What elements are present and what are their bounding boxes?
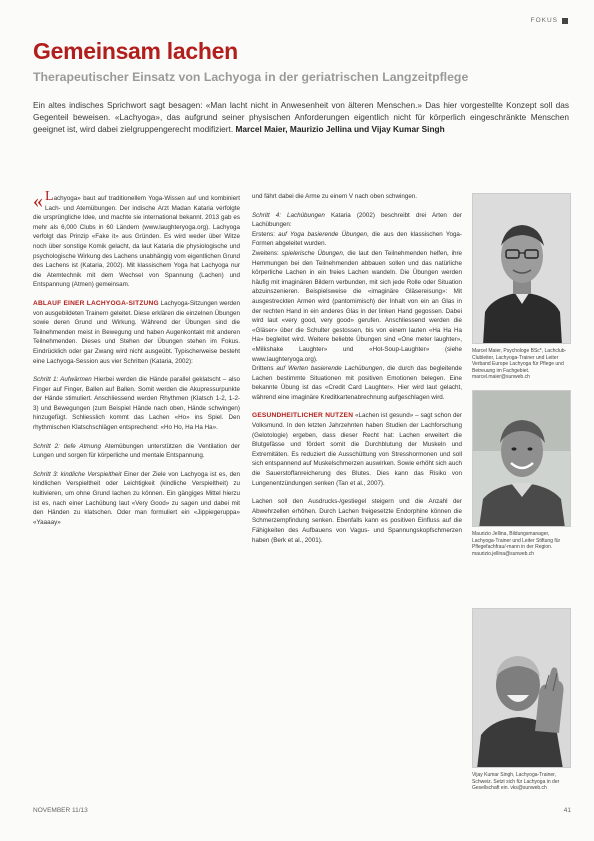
intro-paragraph [33, 189, 240, 290]
footer-issue: NOVEMBER 11/13 [33, 807, 88, 814]
step4-text: Kataria (2002) beschreibt drei Arten der Lachübungen: [252, 211, 462, 229]
square-icon [562, 18, 568, 24]
author-photo-singh [472, 608, 571, 768]
lead-text: Ein altes indisches Sprichwort sagt besagen: «Man lacht nicht in Anwesenheit von älteren Menschen.» Das hier vorgestellte Konzept soll das Gegenteil beweisen. «Lachyoga», das aufgrund seiner physischen Anforderungen eigentlich nicht für körperlich eingeschränkte Menschen geeignet ist, wird dabei zielgruppengerecht modifiziert. [33, 100, 569, 135]
step3-label: Schritt 3: kindliche Verspieltheit [33, 470, 122, 478]
list3-lead: Drittens [252, 365, 274, 373]
author-box-3 [472, 608, 572, 792]
section-heading-nutzen: GESUNDHEITLICHER NUTZEN [252, 412, 354, 420]
continuation-paragraph [252, 192, 462, 202]
author-photo-maier [472, 193, 571, 344]
section-paragraph-ablauf [33, 299, 240, 366]
list1-text: , die aus den klassischen Yoga-Formen abgeleitet wurden. [252, 230, 462, 248]
step3-text: Einer der Ziele von Lachyoga ist es, den kindlichen Verspieltheit oder Leichtigkeit (kindliche Verspieltheit) zu kultivieren, um ohne Grund lachen zu können. Ein gängiges Mittel hierzu ist es, nach einer Lachübung laut «Very Good» zu sagen und dabei mit den Händen zu klatschen. Oder man formuliert ein «Jippiegeruppa» «Yaaaay» [33, 470, 240, 526]
step1-paragraph [33, 375, 240, 433]
author-caption-jellina: Maurizio Jellina, Bildungsmanager, Lachyoga-Trainer und Leiter Stiftung für Pflegefachfrau/-mann in der Region. maurizio.jellina@sunweb.ch [472, 531, 561, 557]
list1-lead: Erstens: [252, 230, 275, 238]
step2-paragraph [33, 442, 240, 461]
step2-text: Atemübungen unterstützen die Ventilation der Lungen und sorgen für körperliche und mentale Entspannung. [33, 442, 240, 460]
intro-text: achyoga» baut auf traditionellem Yoga-Wissen auf und kombiniert Lach- und Atemübungen. Der indische Arzt Madan Kataria verfolgte die ursprüngliche Idee, und machte sie international bekannt. 2013 gab es mehr als 6,000 Clubs in 60 Ländern (www.laughteryoga.org). Lachyoga verfolgt das Prinzip «Fake it» aus Gründen. Es wird weder über Witze noch über sonstige Komik gelacht, da laut Kataria die physiologische und psychologische Wirkung des Lachens unabhängig vom eigentlichen Grund des Lachens ist (Kataria, 2002). Mit klassischem Yoga hat Lachyoga nur die Atemtechnik mit dem Wechsel von Spannung (Lachen) und Entspannung (Atmen) gemeinsam. [33, 195, 240, 289]
article-lead [33, 99, 569, 135]
text-column-2 [252, 192, 462, 554]
text-column-1 [33, 189, 240, 536]
step4-label: Schritt 4: Lachübungen [252, 211, 325, 219]
quote-mark-icon: « [33, 190, 43, 212]
step2-label: Schritt 2: tiefe Atmung [33, 442, 101, 450]
continuation-text: und fährt dabei die Arme zu einem V nach oben schwingen. [252, 193, 418, 200]
drop-letter: L [45, 189, 54, 204]
author-box-1 [472, 193, 572, 381]
ablauf-text: Lachyoga-Sitzungen werden von ausgebildeten Trainern geleitet. Diese erklären die einzelnen Übungen sowie deren Grund und Wirkung. Während der Übungen sind die Teilnehmenden meist in Bewegung und haben Augenkontakt mit anderen Teilnehmenden. Dieses und Stehen der Übungen stehen im Fokus. Eindrücklich oder gar Zwang wird nicht ausgeübt. Typischerweise besteht eine Lachyoga-Session aus vier Schritten (Kataria, 2002): [33, 299, 240, 365]
author-photo-jellina [472, 390, 571, 527]
section-label: FOKUS [530, 17, 558, 24]
page-number: 41 [563, 807, 571, 814]
author-caption-singh: Vijay Kumar Singh, Lachyoga-Trainer, Schweiz. Setzt sich für Lachyoga in der Gesellschaft ein. vks@sunweb.ch [472, 772, 560, 792]
step4-paragraph [252, 211, 462, 403]
health-text: «Lachen ist gesund» – sagt schon der Volksmund. In den letzten Jahrzehnten haben Studien der Lachforschung (Gelotologie) ergeben, dass dieser Recht hat: Lachen erweitert die Blutgefässe und fördert somit die Durchblutung der Muskeln und Extremitäten. Es reduziert die Ausschüttung von Stresshormonen und soll sich entspannend auf Muskelschmerzen auswirken. Sowie erhöht sich auch die Sauerstoffanreicherung des Blutes. Dies kann das Risiko von Lungenentzündungen senken (Tan et al., 2007). [252, 412, 462, 487]
article-title: Gemeinsam lachen [33, 38, 238, 64]
step1-label: Schritt 1: Aufwärmen [33, 376, 92, 384]
health-text-2: Lachen soll den Ausdrucks-/gestiegel steigern und die Anzahl der Abwehrzellen erhöhen. Durch Lachen freigesetzte Endorphine können die Schmerzempfindung senken. Ebenfalls kann es positiven Einfluss auf die Fähigkeiten des Aufbauens von Vagus- und Spannungskopfschmerzen haben (Berk et al., 2001). [252, 498, 462, 544]
health-paragraph-2 [252, 497, 462, 545]
list3-emphasis: auf Werten basierende Lachübungen [276, 365, 383, 373]
authors: Marcel Maier, Maurizio Jellina und Vijay Kumar Singh [235, 124, 445, 135]
page-footer [33, 807, 571, 814]
health-paragraph [252, 411, 462, 488]
section-tag [531, 17, 568, 24]
list3-text: , die durch das begleitende Lachen bestimmte Situationen mit positiven Emotionen belegen. Eine bekannte Übung ist das «Credit Card Laughter». Hier wird laut gelacht, während eine imaginäre Kreditkartenabrechnung aufgeschlagen wird. [252, 365, 462, 401]
author-caption-maier: Marcel Maier, Psychologe BSc*, Lachclub-Clubleiter, Lachyoga-Trainer und Leiter Verband Europe Lachyoga für Pflege und Betreuung im Fachgebiet. marcel.maier@sunweb.ch [472, 348, 567, 381]
step1-text: Hierbei werden die Hände parallel geklatscht – also Finger auf Finger, Ballen auf Ballen. Somit werden die Akupressurpunkte der Hände stimuliert. Anschliessend werden Rhythmen (Klatsch 1-2, 1-2-3) und Bewegungen (zum Beispiel Hände nach oben, Hände schwingen) hinzugefügt. Schliesslich kommt das Lachen «Ho» ins Spiel. Den rhythmischen Klatschschlägen entsprechend: «Ho Ho, Ha Ha Ha». [33, 376, 240, 432]
list2-lead: Zweitens: [252, 249, 279, 257]
list2-emphasis: spielerische Übungen [281, 249, 343, 257]
author-box-2 [472, 390, 572, 557]
section-heading-ablauf: ABLAUF EINER LACHYOGA-SITZUNG [33, 299, 159, 307]
list1-emphasis: auf Yoga basierende Übungen [278, 230, 367, 238]
step3-paragraph [33, 470, 240, 528]
article-subtitle: Therapeutischer Einsatz von Lachyoga in der geriatrischen Langzeitpflege [33, 70, 469, 84]
list2-text: , die laut den Teilnehmenden helfen, ihre Hemmungen bei den Teilnehmenden abbauen sollen und das natürliche körperliche Lachen in ein freies Lachen wandeln. Die Übungen werden häufig mit imaginären Bildern verbunden, mit sich jede Rolle oder Situation abzuinszenieren. Beispielsweise die «imaginäre Gläsereisung»: Mit ausgestreckten Armen wird (pantomimisch) der Inhalt von ein an Glas in der rechten Hand in ein anderes Glas in der linken Hand gegossen. Dabei wird laut «very good, very good» gerufen. Anschliessend werden die «Gläser» über die Schulter gestossen, bis von einem lauten «Ha Ha Ha Ha» begleitet wird. Weitere beliebte Übungen sind «One meter laughter», «Milkshake Laughter» und «Hot-Soup-Laughter» (siehe www.laughteryoga.org). [252, 249, 463, 363]
